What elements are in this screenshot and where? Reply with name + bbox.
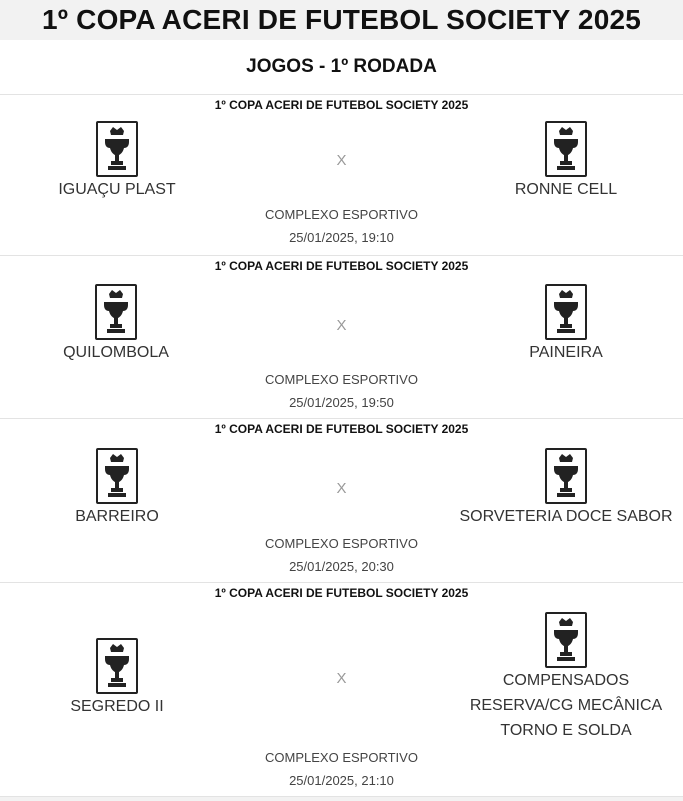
- versus-label: X: [336, 152, 347, 169]
- venue-label: COMPLEXO ESPORTIVO: [265, 536, 418, 551]
- competition-label: 1º COPA ACERI DE FUTEBOL SOCIETY 2025: [214, 422, 469, 436]
- away-team-name: PAINEIRA: [529, 344, 603, 361]
- versus-label: X: [336, 480, 347, 497]
- match-card[interactable]: [0, 419, 683, 583]
- away-team[interactable]: [486, 284, 646, 365]
- match-datetime: 25/01/2025, 19:10: [289, 230, 394, 245]
- versus-label: X: [336, 317, 347, 334]
- competition-label: 1º COPA ACERI DE FUTEBOL SOCIETY 2025: [214, 586, 469, 600]
- match-datetime: 25/01/2025, 19:50: [289, 395, 394, 410]
- trophy-crest-icon: [545, 448, 587, 504]
- competition-label: 1º COPA ACERI DE FUTEBOL SOCIETY 2025: [214, 259, 469, 273]
- home-team-name: QUILOMBOLA: [63, 344, 169, 361]
- venue-label: COMPLEXO ESPORTIVO: [265, 750, 418, 765]
- versus-label: X: [336, 670, 347, 687]
- away-team[interactable]: [450, 612, 682, 743]
- match-card[interactable]: [0, 95, 683, 256]
- round-subtitle: JOGOS - 1º RODADA: [0, 40, 683, 95]
- page-title: 1º COPA ACERI DE FUTEBOL SOCIETY 2025: [0, 0, 683, 40]
- away-team[interactable]: [486, 121, 646, 202]
- home-team-name: IGUAÇU PLAST: [58, 181, 176, 198]
- venue-label: COMPLEXO ESPORTIVO: [265, 207, 418, 222]
- venue-label: COMPLEXO ESPORTIVO: [265, 372, 418, 387]
- away-team-name-line: COMPENSADOS: [502, 672, 630, 689]
- match-card[interactable]: [0, 256, 683, 419]
- competition-label: 1º COPA ACERI DE FUTEBOL SOCIETY 2025: [214, 98, 469, 112]
- bottom-bar: [0, 797, 683, 801]
- match-card[interactable]: [0, 583, 683, 797]
- trophy-crest-icon: [545, 284, 587, 340]
- away-team-name: RONNE CELL: [514, 181, 618, 198]
- match-datetime: 25/01/2025, 20:30: [289, 559, 394, 574]
- home-team-name: BARREIRO: [75, 508, 159, 525]
- home-team-name: SEGREDO II: [70, 698, 164, 715]
- match-datetime: 25/01/2025, 21:10: [289, 773, 394, 788]
- trophy-crest-icon: [545, 121, 587, 177]
- away-team-name-line: TORNO E SOLDA: [500, 722, 632, 739]
- trophy-crest-icon: [545, 612, 587, 668]
- away-team-name-line: RESERVA/CG MECÂNICA: [469, 697, 663, 714]
- away-team-name: SORVETERIA DOCE SABOR: [459, 508, 673, 525]
- away-team[interactable]: [450, 448, 682, 529]
